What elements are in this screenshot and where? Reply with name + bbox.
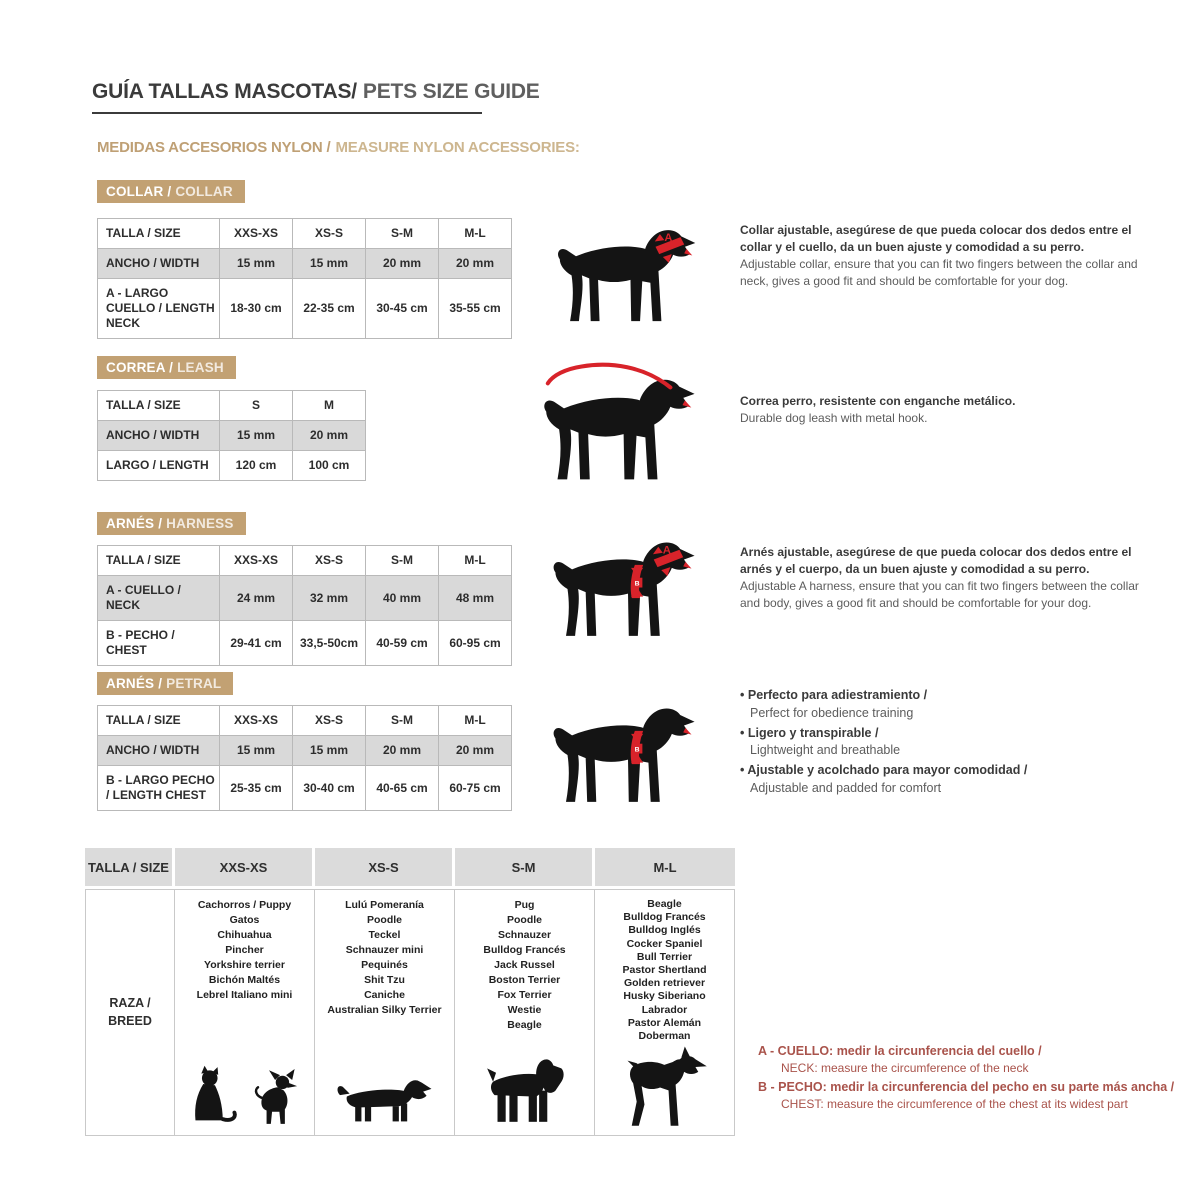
- size-cell: S: [220, 391, 293, 421]
- leash-badge-en: LEASH: [177, 360, 224, 375]
- value-cell: 15 mm: [293, 736, 366, 766]
- value-cell: 20 mm: [366, 249, 439, 279]
- chest-letter-b: B: [634, 746, 640, 754]
- table-row: [98, 279, 512, 339]
- value-cell: 30-45 cm: [366, 279, 439, 339]
- breed-table-header: [85, 848, 735, 886]
- collar-description: [740, 222, 1155, 290]
- breed-item: Poodle: [506, 914, 542, 926]
- value-cell: 100 cm: [293, 451, 366, 481]
- breed-item: Bulldog Francés: [623, 911, 706, 924]
- breed-item: Fox Terrier: [497, 989, 552, 1001]
- petral-bullet-en: Adjustable and padded for comfort: [750, 780, 942, 795]
- value-cell: 30-40 cm: [293, 766, 366, 811]
- size-cell: XS-S: [293, 546, 366, 576]
- leash-dog-illustration: [533, 360, 711, 489]
- leash-description: [740, 393, 1155, 427]
- dachshund-silhouette-icon: [333, 1074, 437, 1130]
- note-b-en: CHEST: measure the circumference of the chest at its widest part: [781, 1096, 1128, 1111]
- petral-bullet-es: • Ajustable y acolchado para mayor comodidad /: [740, 762, 1120, 780]
- note-b-es: B - PECHO: medir la circunferencia del pecho en su parte más ancha /: [758, 1079, 1175, 1094]
- size-label-cell: TALLA / SIZE: [98, 546, 220, 576]
- petral-dog-illustration: [543, 690, 710, 811]
- cat-silhouette-icon: [187, 1064, 239, 1130]
- breed-item: Bulldog Inglés: [628, 924, 701, 937]
- size-label-cell: TALLA / SIZE: [98, 706, 220, 736]
- value-cell: 32 mm: [293, 576, 366, 621]
- breed-item: Pastor Shertland: [622, 964, 707, 977]
- table-row: [98, 249, 512, 279]
- value-cell: 24 mm: [220, 576, 293, 621]
- breed-item: Doberman: [638, 1030, 691, 1043]
- value-cell: 60-75 cm: [439, 766, 512, 811]
- petral-bullet-en: Lightweight and breathable: [750, 743, 901, 758]
- value-cell: 29-41 cm: [220, 621, 293, 666]
- size-cell: S-M: [366, 706, 439, 736]
- petral-badge-es: ARNÉS /: [106, 676, 163, 691]
- table-row: [98, 576, 512, 621]
- breed-silhouettes: [455, 1052, 594, 1130]
- size-cell: XS-S: [293, 219, 366, 249]
- breed-item: Caniche: [364, 989, 405, 1001]
- breed-table-body: [85, 889, 735, 1136]
- title-underline: [92, 112, 482, 114]
- note-a-es: A - CUELLO: medir la circunferencia del cuello /: [758, 1044, 1042, 1058]
- leash-badge-es: CORREA /: [106, 360, 174, 375]
- size-label-cell: TALLA / SIZE: [98, 391, 220, 421]
- table-row: [98, 736, 512, 766]
- petral-bullet-es: • Ligero y transpirable /: [740, 725, 1120, 743]
- row-label-cell: LARGO / LENGTH: [98, 451, 220, 481]
- size-cell: XS-S: [293, 706, 366, 736]
- page-subtitle: [97, 139, 580, 156]
- chest-letter-b: B: [634, 580, 640, 588]
- harness-badge-en: HARNESS: [166, 516, 234, 531]
- breed-column-m-l: [595, 890, 734, 1135]
- row-label-cell: ANCHO / WIDTH: [98, 249, 220, 279]
- size-cell: XS-S: [315, 848, 455, 886]
- breed-list: [318, 898, 451, 1018]
- size-cell: XXS-XS: [220, 546, 293, 576]
- petral-badge-en: PETRAL: [166, 676, 222, 691]
- breed-item: Teckel: [368, 929, 401, 941]
- breed-item: Pug: [514, 899, 535, 911]
- value-cell: 15 mm: [220, 421, 293, 451]
- row-label-cell: A - CUELLO / NECK: [98, 576, 220, 621]
- note-a-en: NECK: measure the circumference of the neck: [781, 1061, 1029, 1076]
- petral-size-table: [97, 705, 512, 811]
- value-cell: 20 mm: [293, 421, 366, 451]
- neck-letter-a: A: [664, 231, 673, 244]
- table-row: [98, 421, 366, 451]
- value-cell: 120 cm: [220, 451, 293, 481]
- breed-item: Beagle: [507, 1019, 542, 1031]
- row-label-cell: ANCHO / WIDTH: [98, 736, 220, 766]
- size-label-cell: TALLA / SIZE: [85, 848, 175, 886]
- value-cell: 15 mm: [293, 249, 366, 279]
- breed-column-s-m: [455, 890, 595, 1135]
- size-cell: M: [293, 391, 366, 421]
- breed-item: Westie: [507, 1004, 542, 1016]
- table-row: [98, 391, 366, 421]
- breed-silhouettes: [595, 1045, 734, 1130]
- page-title: [92, 80, 540, 104]
- breed-item: Cachorros / Puppy: [197, 899, 292, 911]
- breed-item: Husky Siberiano: [623, 990, 706, 1003]
- size-cell: S-M: [366, 219, 439, 249]
- breed-item: Pastor Alemán: [627, 1016, 702, 1029]
- page-subtitle-en: MEASURE NYLON ACCESSORIES:: [335, 139, 580, 156]
- petral-bullet-es: • Perfecto para adiestramiento /: [740, 687, 1120, 705]
- leash-desc-es: Correa perro, resistente con enganche metálico.: [740, 394, 1016, 408]
- petral-section-badge: [97, 672, 233, 695]
- breed-item: Schnauzer mini: [345, 944, 424, 956]
- breed-silhouettes: [175, 1064, 314, 1130]
- schnauzer-silhouette-icon: [484, 1052, 566, 1130]
- harness-badge-es: ARNÉS /: [106, 516, 163, 531]
- value-cell: 33,5-50cm: [293, 621, 366, 666]
- breed-item: Shit Tzu: [364, 974, 405, 986]
- breed-item: Bichón Maltés: [208, 974, 281, 986]
- harness-size-table: [97, 545, 512, 666]
- breed-column-xxs-xs: [175, 890, 315, 1135]
- breed-item: Gatos: [229, 914, 260, 926]
- breed-item: Chihuahua: [217, 929, 272, 941]
- breed-list: [458, 898, 591, 1033]
- value-cell: 60-95 cm: [439, 621, 512, 666]
- value-cell: 15 mm: [220, 249, 293, 279]
- size-cell: XXS-XS: [220, 706, 293, 736]
- size-cell: M-L: [595, 848, 735, 886]
- breed-item: Boston Terrier: [488, 974, 561, 986]
- value-cell: 15 mm: [220, 736, 293, 766]
- measuring-notes: [758, 1042, 1188, 1113]
- breed-item: Lulú Pomeranía: [345, 899, 424, 911]
- table-row: [98, 706, 512, 736]
- leash-size-table: [97, 390, 366, 481]
- value-cell: 20 mm: [439, 736, 512, 766]
- page-title-es: GUÍA TALLAS MASCOTAS/: [92, 80, 357, 103]
- breed-size-table: [85, 848, 735, 1136]
- breed-item: Jack Russel: [494, 959, 555, 971]
- breed-item: Yorkshire terrier: [204, 959, 285, 971]
- value-cell: 48 mm: [439, 576, 512, 621]
- breed-list: [598, 898, 731, 1043]
- leash-desc-en: Durable dog leash with metal hook.: [740, 411, 928, 426]
- harness-description: [740, 544, 1155, 612]
- petral-bullet-en: Perfect for obedience training: [750, 705, 914, 720]
- value-cell: 40 mm: [366, 576, 439, 621]
- breed-item: Golden retriever: [623, 977, 706, 990]
- breed-item: Lebrel Italiano mini: [196, 989, 293, 1001]
- size-cell: S-M: [366, 546, 439, 576]
- table-row: [98, 766, 512, 811]
- row-label-cell: B - PECHO / CHEST: [98, 621, 220, 666]
- table-row: [98, 621, 512, 666]
- harness-section-badge: [97, 512, 246, 535]
- table-row: [98, 546, 512, 576]
- breed-item: Pincher: [225, 944, 264, 956]
- size-cell: M-L: [439, 706, 512, 736]
- table-row: [98, 219, 512, 249]
- value-cell: 20 mm: [439, 249, 512, 279]
- breed-silhouettes: [315, 1074, 454, 1130]
- value-cell: 22-35 cm: [293, 279, 366, 339]
- breed-item: Poodle: [366, 914, 402, 926]
- size-cell: S-M: [455, 848, 595, 886]
- breed-item: Labrador: [641, 1003, 688, 1016]
- value-cell: 40-65 cm: [366, 766, 439, 811]
- breed-item: Pequinés: [361, 959, 408, 971]
- value-cell: 35-55 cm: [439, 279, 512, 339]
- value-cell: 20 mm: [366, 736, 439, 766]
- breed-item: Bulldog Francés: [483, 944, 566, 956]
- page-subtitle-es: MEDIDAS ACCESORIOS NYLON /: [97, 139, 331, 156]
- breed-item: Cocker Spaniel: [626, 937, 703, 950]
- size-cell: M-L: [439, 219, 512, 249]
- harness-desc-en: Adjustable A harness, ensure that you can fit two fingers between the collar and body, gives a good fit and should be comfortable for your dog.: [740, 579, 1139, 611]
- breed-item: Schnauzer: [497, 929, 552, 941]
- collar-dog-illustration: [548, 212, 710, 330]
- breed-row-label: RAZA / BREED: [86, 890, 175, 1135]
- collar-badge-es: COLLAR /: [106, 184, 172, 199]
- breed-item: Australian Silky Terrier: [327, 1004, 442, 1016]
- petral-feature-list: [740, 687, 1120, 800]
- value-cell: 40-59 cm: [366, 621, 439, 666]
- value-cell: 18-30 cm: [220, 279, 293, 339]
- table-row: [98, 451, 366, 481]
- size-cell: XXS-XS: [220, 219, 293, 249]
- harness-dog-illustration: [543, 524, 710, 645]
- doberman-silhouette-icon: [619, 1045, 711, 1130]
- row-label-cell: B - LARGO PECHO / LENGTH CHEST: [98, 766, 220, 811]
- value-cell: 25-35 cm: [220, 766, 293, 811]
- harness-desc-es: Arnés ajustable, asegúrese de que pueda colocar dos dedos entre el arnés y el cuerpo, da un buen ajuste y comodidad a su perro.: [740, 545, 1132, 577]
- breed-column-xs-s: [315, 890, 455, 1135]
- breed-list: [178, 898, 311, 1003]
- leash-section-badge: [97, 356, 236, 379]
- neck-letter-a: A: [662, 544, 671, 557]
- size-cell: M-L: [439, 546, 512, 576]
- chihuahua-silhouette-icon: [247, 1069, 302, 1130]
- page-title-en: PETS SIZE GUIDE: [362, 80, 540, 103]
- collar-badge-en: COLLAR: [175, 184, 233, 199]
- breed-item: Beagle: [647, 898, 682, 910]
- size-label-cell: TALLA / SIZE: [98, 219, 220, 249]
- collar-desc-es: Collar ajustable, asegúrese de que pueda colocar dos dedos entre el collar y el cuello, da un buen ajuste y comodidad a su perro.: [740, 223, 1132, 255]
- collar-section-badge: [97, 180, 245, 203]
- row-label-cell: A - LARGO CUELLO / LENGTH NECK: [98, 279, 220, 339]
- breed-item: Bull Terrier: [636, 950, 693, 963]
- row-label-cell: ANCHO / WIDTH: [98, 421, 220, 451]
- collar-desc-en: Adjustable collar, ensure that you can fit two fingers between the collar and neck, gives a good fit and should be comfortable for your dog.: [740, 257, 1138, 289]
- collar-size-table: [97, 218, 512, 339]
- size-cell: XXS-XS: [175, 848, 315, 886]
